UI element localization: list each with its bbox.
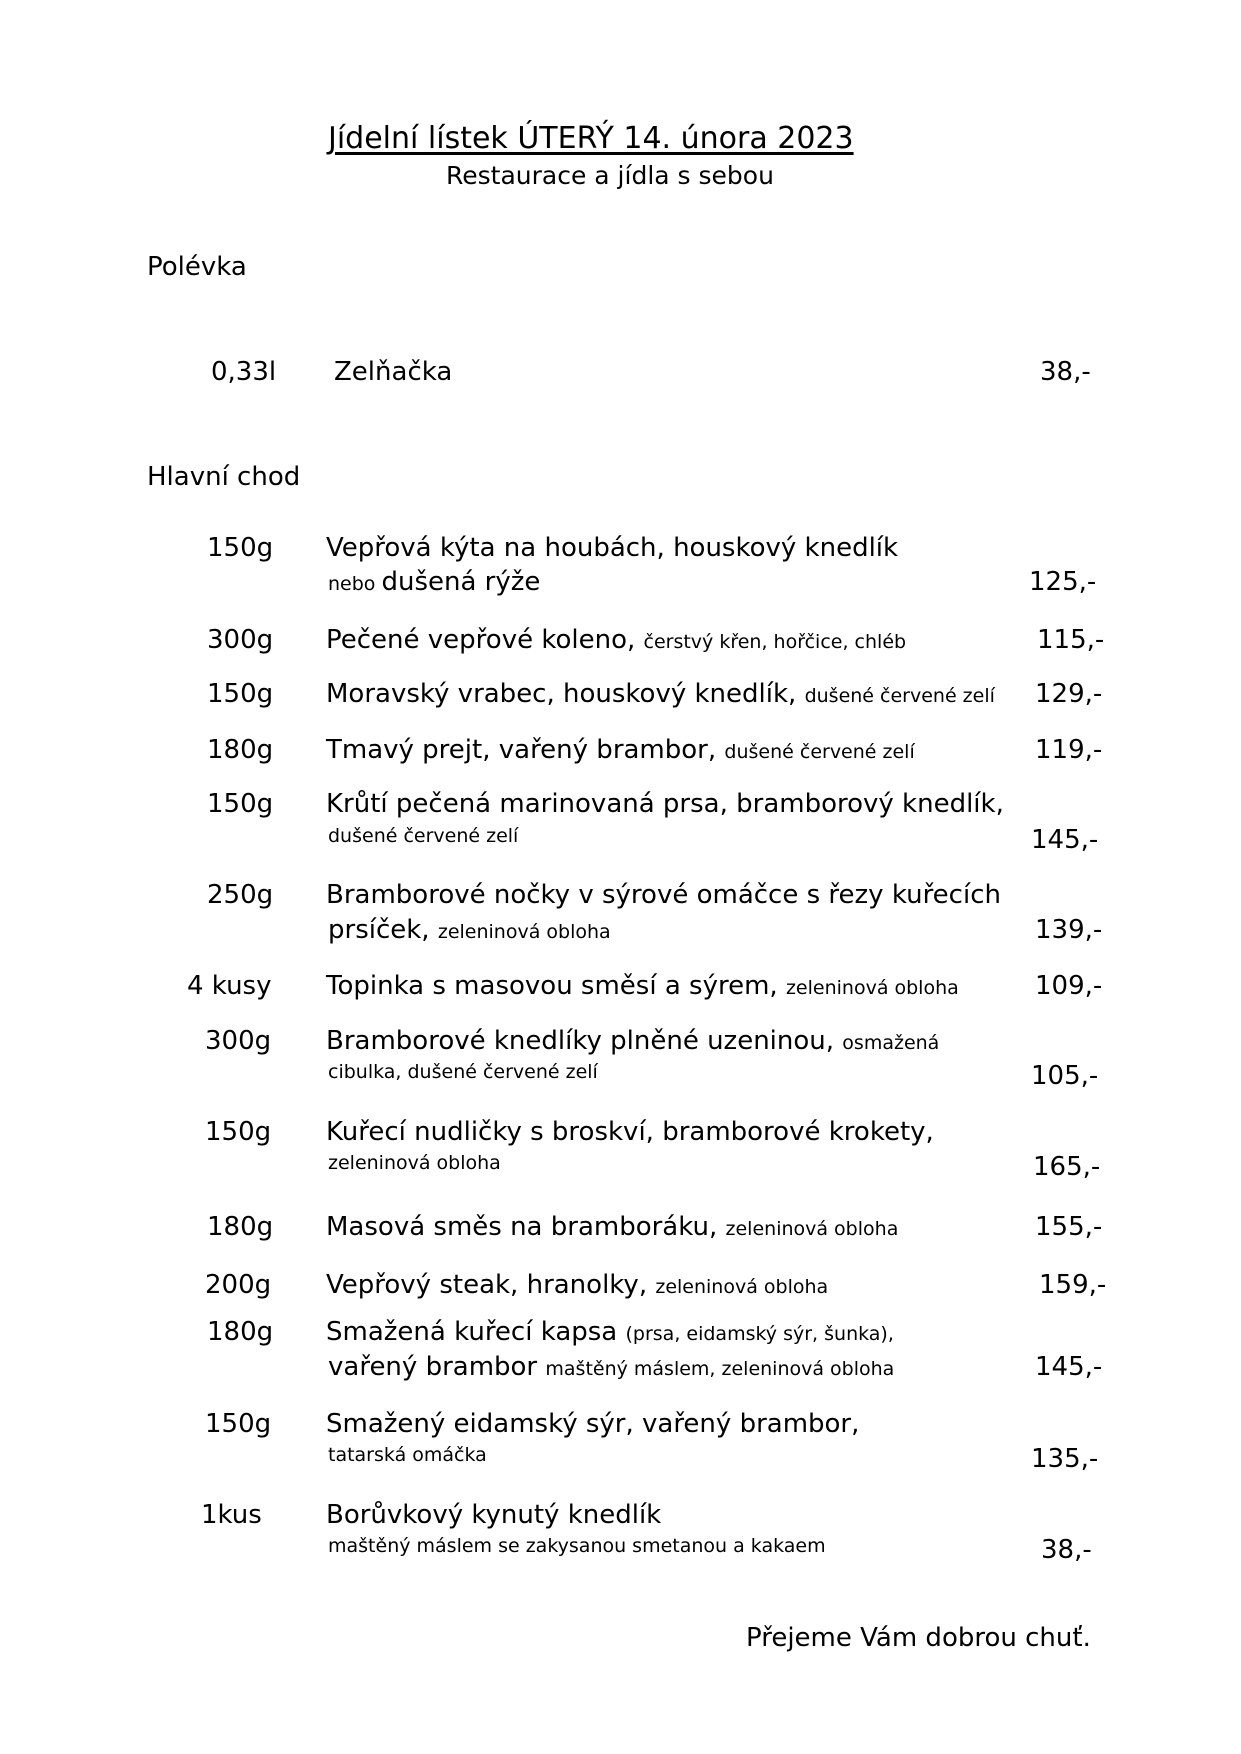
menu-item-quantity: 150g xyxy=(207,789,274,819)
menu-item-quantity: 300g xyxy=(207,625,274,655)
menu-item-description-line2 xyxy=(328,1446,487,1465)
menu-item-quantity: 150g xyxy=(205,1117,272,1147)
dish-text: Borůvkový kynutý knedlík xyxy=(326,1500,662,1530)
menu-item-quantity: 250g xyxy=(207,880,274,910)
menu-item-price: 109,- xyxy=(1035,971,1103,1001)
side-note-text: maštěný máslem se zakysanou smetanou a kakaem xyxy=(328,1535,826,1557)
dish-text: Vepřový steak, hranolky, xyxy=(326,1270,656,1300)
menu-item-price: 38,- xyxy=(1041,1535,1092,1565)
menu-item-price: 165,- xyxy=(1033,1152,1101,1182)
menu-item-description xyxy=(326,1411,859,1437)
dish-text: Smažený eidamský sýr, vařený brambor, xyxy=(326,1409,860,1439)
dish-text: Bramborové knedlíky plněné uzeninou, xyxy=(326,1026,843,1056)
dish-text: Masová směs na bramboráku, xyxy=(326,1212,726,1242)
side-note-text: zeleninová obloha xyxy=(437,921,611,943)
menu-item-quantity: 200g xyxy=(205,1270,272,1300)
side-note-text: osmažená xyxy=(842,1032,940,1054)
dish-text: Smažená kuřecí kapsa xyxy=(326,1317,626,1347)
menu-item-description xyxy=(326,1119,934,1145)
menu-item-description-line2 xyxy=(328,1354,894,1380)
side-note-text: zeleninová obloha xyxy=(785,977,959,999)
dish-text: Kuřecí nudličky s broskví, bramborové krokety, xyxy=(326,1117,934,1147)
menu-item-description xyxy=(326,882,1001,908)
menu-item-price: 125,- xyxy=(1029,567,1097,597)
menu-item-description-line2 xyxy=(328,1063,598,1082)
side-note-text: zeleninová obloha xyxy=(655,1276,829,1298)
side-note-text: dušené červené zelí xyxy=(724,741,915,763)
menu-item-price: 155,- xyxy=(1035,1212,1103,1242)
side-note-text: nebo xyxy=(328,573,382,595)
dish-text: Bramborové nočky v sýrové omáčce s řezy kuřecích xyxy=(326,880,1001,910)
menu-item-price: 145,- xyxy=(1035,1352,1103,1382)
menu-item-description xyxy=(326,1502,661,1528)
dish-text: Topinka s masovou směsí a sýrem, xyxy=(326,971,786,1001)
menu-item-description xyxy=(326,1319,894,1345)
menu-item-price: 135,- xyxy=(1031,1444,1099,1474)
menu-item-description xyxy=(326,627,906,653)
menu-item-price: 105,- xyxy=(1031,1061,1099,1091)
side-note-text: zeleninová obloha xyxy=(725,1218,899,1240)
dish-text: prsíček, xyxy=(328,915,438,945)
menu-item-price: 145,- xyxy=(1031,825,1099,855)
menu-item-quantity: 300g xyxy=(205,1026,272,1056)
menu-item-quantity: 150g xyxy=(207,533,274,563)
dish-text: Tmavý prejt, vařený brambor, xyxy=(326,735,725,765)
dish-text: Vepřová kýta na houbách, houskový knedlík xyxy=(326,533,899,563)
menu-item-description xyxy=(326,1272,828,1298)
menu-item-price: 115,- xyxy=(1037,625,1105,655)
menu-item-quantity: 180g xyxy=(207,1212,274,1242)
menu-item-description-line2 xyxy=(328,569,540,595)
side-note-text: (prsa, eidamský sýr, šunka), xyxy=(625,1323,894,1345)
menu-item-price: 129,- xyxy=(1035,679,1103,709)
dish-text: vařený brambor xyxy=(328,1352,546,1382)
section-heading-main: Hlavní chod xyxy=(147,462,301,492)
side-note-text: dušené červené zelí xyxy=(804,685,995,707)
menu-item-quantity: 180g xyxy=(207,1317,274,1347)
menu-item-quantity: 180g xyxy=(207,735,274,765)
menu-item-description xyxy=(326,973,959,999)
menu-item-description-line2 xyxy=(328,917,611,943)
menu-item-quantity: 150g xyxy=(207,679,274,709)
dish-text: Krůtí pečená marinovaná prsa, bramborový knedlík, xyxy=(326,789,1004,819)
menu-item-description xyxy=(326,1028,939,1054)
side-note-text: cibulka, dušené červené zelí xyxy=(328,1061,598,1083)
dish-text: Moravský vrabec, houskový knedlík, xyxy=(326,679,805,709)
side-note-text: dušené červené zelí xyxy=(328,825,519,847)
side-note-text: tatarská omáčka xyxy=(328,1444,487,1466)
menu-item-price: 119,- xyxy=(1035,735,1103,765)
menu-item-description-line2 xyxy=(328,1537,826,1556)
menu-item-quantity: 4 kusy xyxy=(187,971,272,1001)
menu-item-description xyxy=(326,681,995,707)
soup-quantity: 0,33l xyxy=(211,357,277,387)
menu-item-price: 159,- xyxy=(1039,1270,1107,1300)
page-subtitle: Restaurace a jídla s sebou xyxy=(446,161,774,190)
menu-item-quantity: 150g xyxy=(205,1409,272,1439)
menu-item-price: 139,- xyxy=(1035,915,1103,945)
soup-price: 38,- xyxy=(1040,357,1091,387)
side-note-text: čerstvý křen, hořčice, chléb xyxy=(643,631,907,653)
footer-wish: Přejeme Vám dobrou chuť. xyxy=(746,1623,1091,1653)
menu-item-description-line2 xyxy=(328,1154,501,1173)
soup-name: Zelňačka xyxy=(334,357,453,387)
menu-item-quantity: 1kus xyxy=(201,1500,262,1530)
menu-item-description xyxy=(326,791,1004,817)
menu-item-description-line2 xyxy=(328,827,518,846)
menu-item-description xyxy=(326,1214,898,1240)
menu-item-description xyxy=(326,737,915,763)
dish-text: dušená rýže xyxy=(381,567,541,597)
side-note-text: maštěný máslem, zeleninová obloha xyxy=(545,1358,895,1380)
menu-item-description xyxy=(326,535,898,561)
side-note-text: zeleninová obloha xyxy=(328,1152,501,1174)
section-heading-soup: Polévka xyxy=(147,252,247,282)
dish-text: Pečené vepřové koleno, xyxy=(326,625,644,655)
page-title: Jídelní lístek ÚTERÝ 14. února 2023 xyxy=(328,121,854,156)
